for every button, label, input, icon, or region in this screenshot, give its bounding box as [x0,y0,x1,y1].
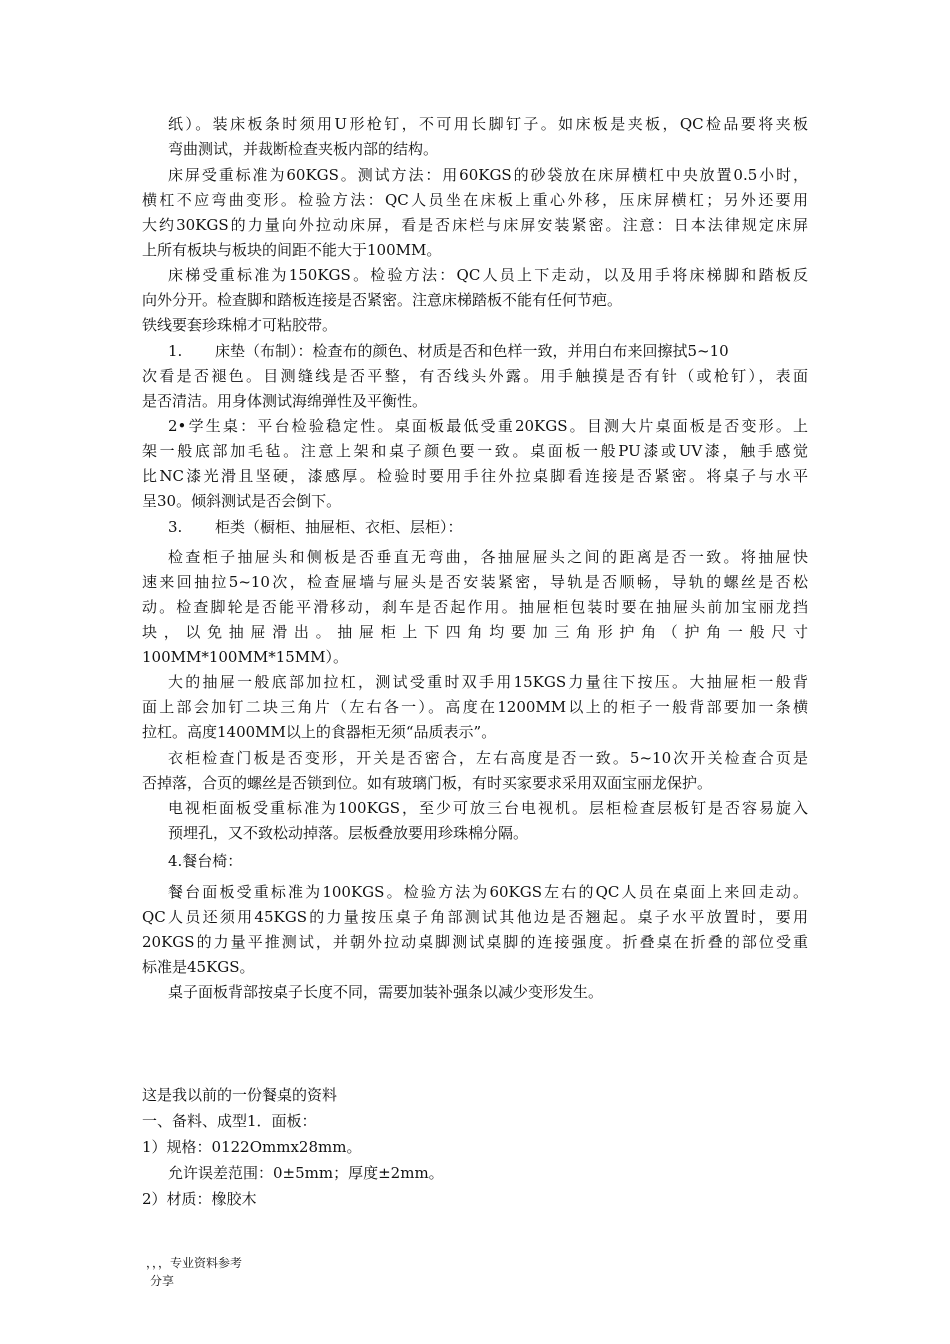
paragraph-line: 桌子面板背部按桌子长度不同，需要加装补强条以减少变形发生。 [168,983,604,1001]
list-number: 3. [168,518,183,536]
paragraph-line: 餐台面板受重标准为100KGS。检验方法为60KGS左右的QC人员在桌面上来回走动。 [168,883,808,901]
paragraph-line: 预埋孔，又不致松动掉落。层板叠放要用珍珠棉分隔。 [168,824,529,842]
paragraph-line: 弯曲测试，并裁断检查夹板内部的结构。 [168,140,439,158]
paragraph-line: 床屏受重标准为60KGS。测试方法：用60KGS的砂袋放在床屏横杠中央放置0.5小时， [168,166,808,184]
paragraph-line: QC人员还须用45KGS的力量按压桌子角部测试其他边是否翘起。桌子水平放置时，要用 [142,908,808,926]
paragraph-line: 呈30。倾斜测试是否会倒下。 [142,492,342,510]
paragraph-line: 衣柜检查门板是否变形，开关是否密合，左右高度是否一致。5~10次开关检查合页是 [168,749,808,767]
list-number: 1. [168,342,183,360]
list-item [168,515,463,539]
paragraph-line: 否掉落，合页的螺丝是否锁到位。如有玻璃门板，有时买家要求采用双面宝丽龙保护。 [142,774,713,792]
paragraph-line: 上所有板块与板块的间距不能大于100MM。 [142,241,442,259]
list-item-text: 床垫（布制）：检查布的颜色、材质是否和色样一致，并用白布来回擦拭5~10 [215,342,729,360]
paragraph-line: 面上部会加钉二块三角片（左右各一）。高度在1200MM以上的柜子一般背部要加一条横 [142,698,808,716]
paragraph-line: 拉杠。高度1400MM以上的食器柜无须“品质表示”。 [142,723,497,741]
paragraph-line: 100MM*100MM*15MM）。 [142,648,349,666]
paragraph-line: 是否清洁。用身体测试海绵弹性及平衡性。 [142,392,428,410]
paragraph-line: 铁线要套珍珠棉才可粘胶带。 [142,316,338,334]
paragraph-line: 20KGS的力量平推测试，并朝外拉动桌脚测试桌脚的连接强度。折叠桌在折叠的部位受重 [142,933,808,951]
paragraph-line: 这是我以前的一份餐桌的资料 [142,1086,338,1104]
paragraph-line: 纸）。装床板条时须用U形枪钉，不可用长脚钉子。如床板是夹板，QC检品要将夹板 [168,115,808,133]
paragraph-line: 次看是否褪色。目测缝线是否平整，有否线头外露。用手触摸是否有针（或枪钉），表面 [142,367,808,385]
paragraph-line: 大的抽屉一般底部加拉杠，测试受重时双手用15KGS力量往下按压。大抽屉柜一般背 [168,673,808,691]
paragraph-line: 电视柜面板受重标准为100KGS，至少可放三台电视机。层柜检查层板钉是否容易旋入 [168,799,808,817]
footer-text: 分享 [150,1274,175,1288]
paragraph-line: 块，以免抽屉滑出。抽屉柜上下四角均要加三角形护角（护角一般尺寸 [142,623,808,641]
section-heading: 一、备料、成型1．面板： [142,1112,317,1130]
paragraph-line: 向外分开。检查脚和踏板连接是否紧密。注意床梯踏板不能有任何节疤。 [142,291,623,309]
paragraph-line: 横杠不应弯曲变形。检验方法：QC人员坐在床板上重心外移，压床屏横杠；另外还要用 [142,191,808,209]
paragraph-line: 1）规格：0122Ommx28mm。 [142,1138,362,1156]
paragraph-line: 2•学生桌：平台检验稳定性。桌面板最低受重20KGS。目测大片桌面板是否变形。上 [168,417,808,435]
paragraph-line: 大约30KGS的力量向外拉动床屏，看是否床栏与床屏安装紧密。注意：日本法律规定床屏 [142,216,808,234]
paragraph-line: 速来回抽拉5~10次，检查屉墙与屉头是否安装紧密，导轨是否顺畅，导轨的螺丝是否松 [142,573,808,591]
paragraph-line: 架一般底部加毛毡。注意上架和桌子颜色要一致。桌面板一般PU漆或UV漆，触手感觉 [142,442,808,460]
paragraph-line: 检查柜子抽屉头和侧板是否垂直无弯曲，各抽屉屉头之间的距离是否一致。将抽屉快 [168,548,808,566]
paragraph-line: 2）材质：橡胶木 [142,1190,257,1208]
list-item-text: 柜类（橱柜、抽屉柜、衣柜、层柜）： [215,518,463,536]
paragraph-line: 动。检查脚轮是否能平滑移动，刹车是否起作用。抽屉柜包装时要在抽屉头前加宝丽龙挡 [142,598,808,616]
list-item [168,339,808,363]
paragraph-line: 床梯受重标准为150KGS。检验方法：QC人员上下走动，以及用手将床梯脚和踏板反 [168,266,808,284]
footer-text: ，，，专业资料参考 [146,1256,243,1270]
section-heading: 4.餐台椅： [168,852,243,870]
paragraph-line: 标准是45KGS。 [142,958,255,976]
paragraph-line: 比NC漆光滑且坚硬，漆感厚。检验时要用手往外拉桌脚看连接是否紧密。将桌子与水平 [142,467,808,485]
paragraph-line: 允许误差范围：0±5mm；厚度±2mm。 [168,1164,444,1182]
